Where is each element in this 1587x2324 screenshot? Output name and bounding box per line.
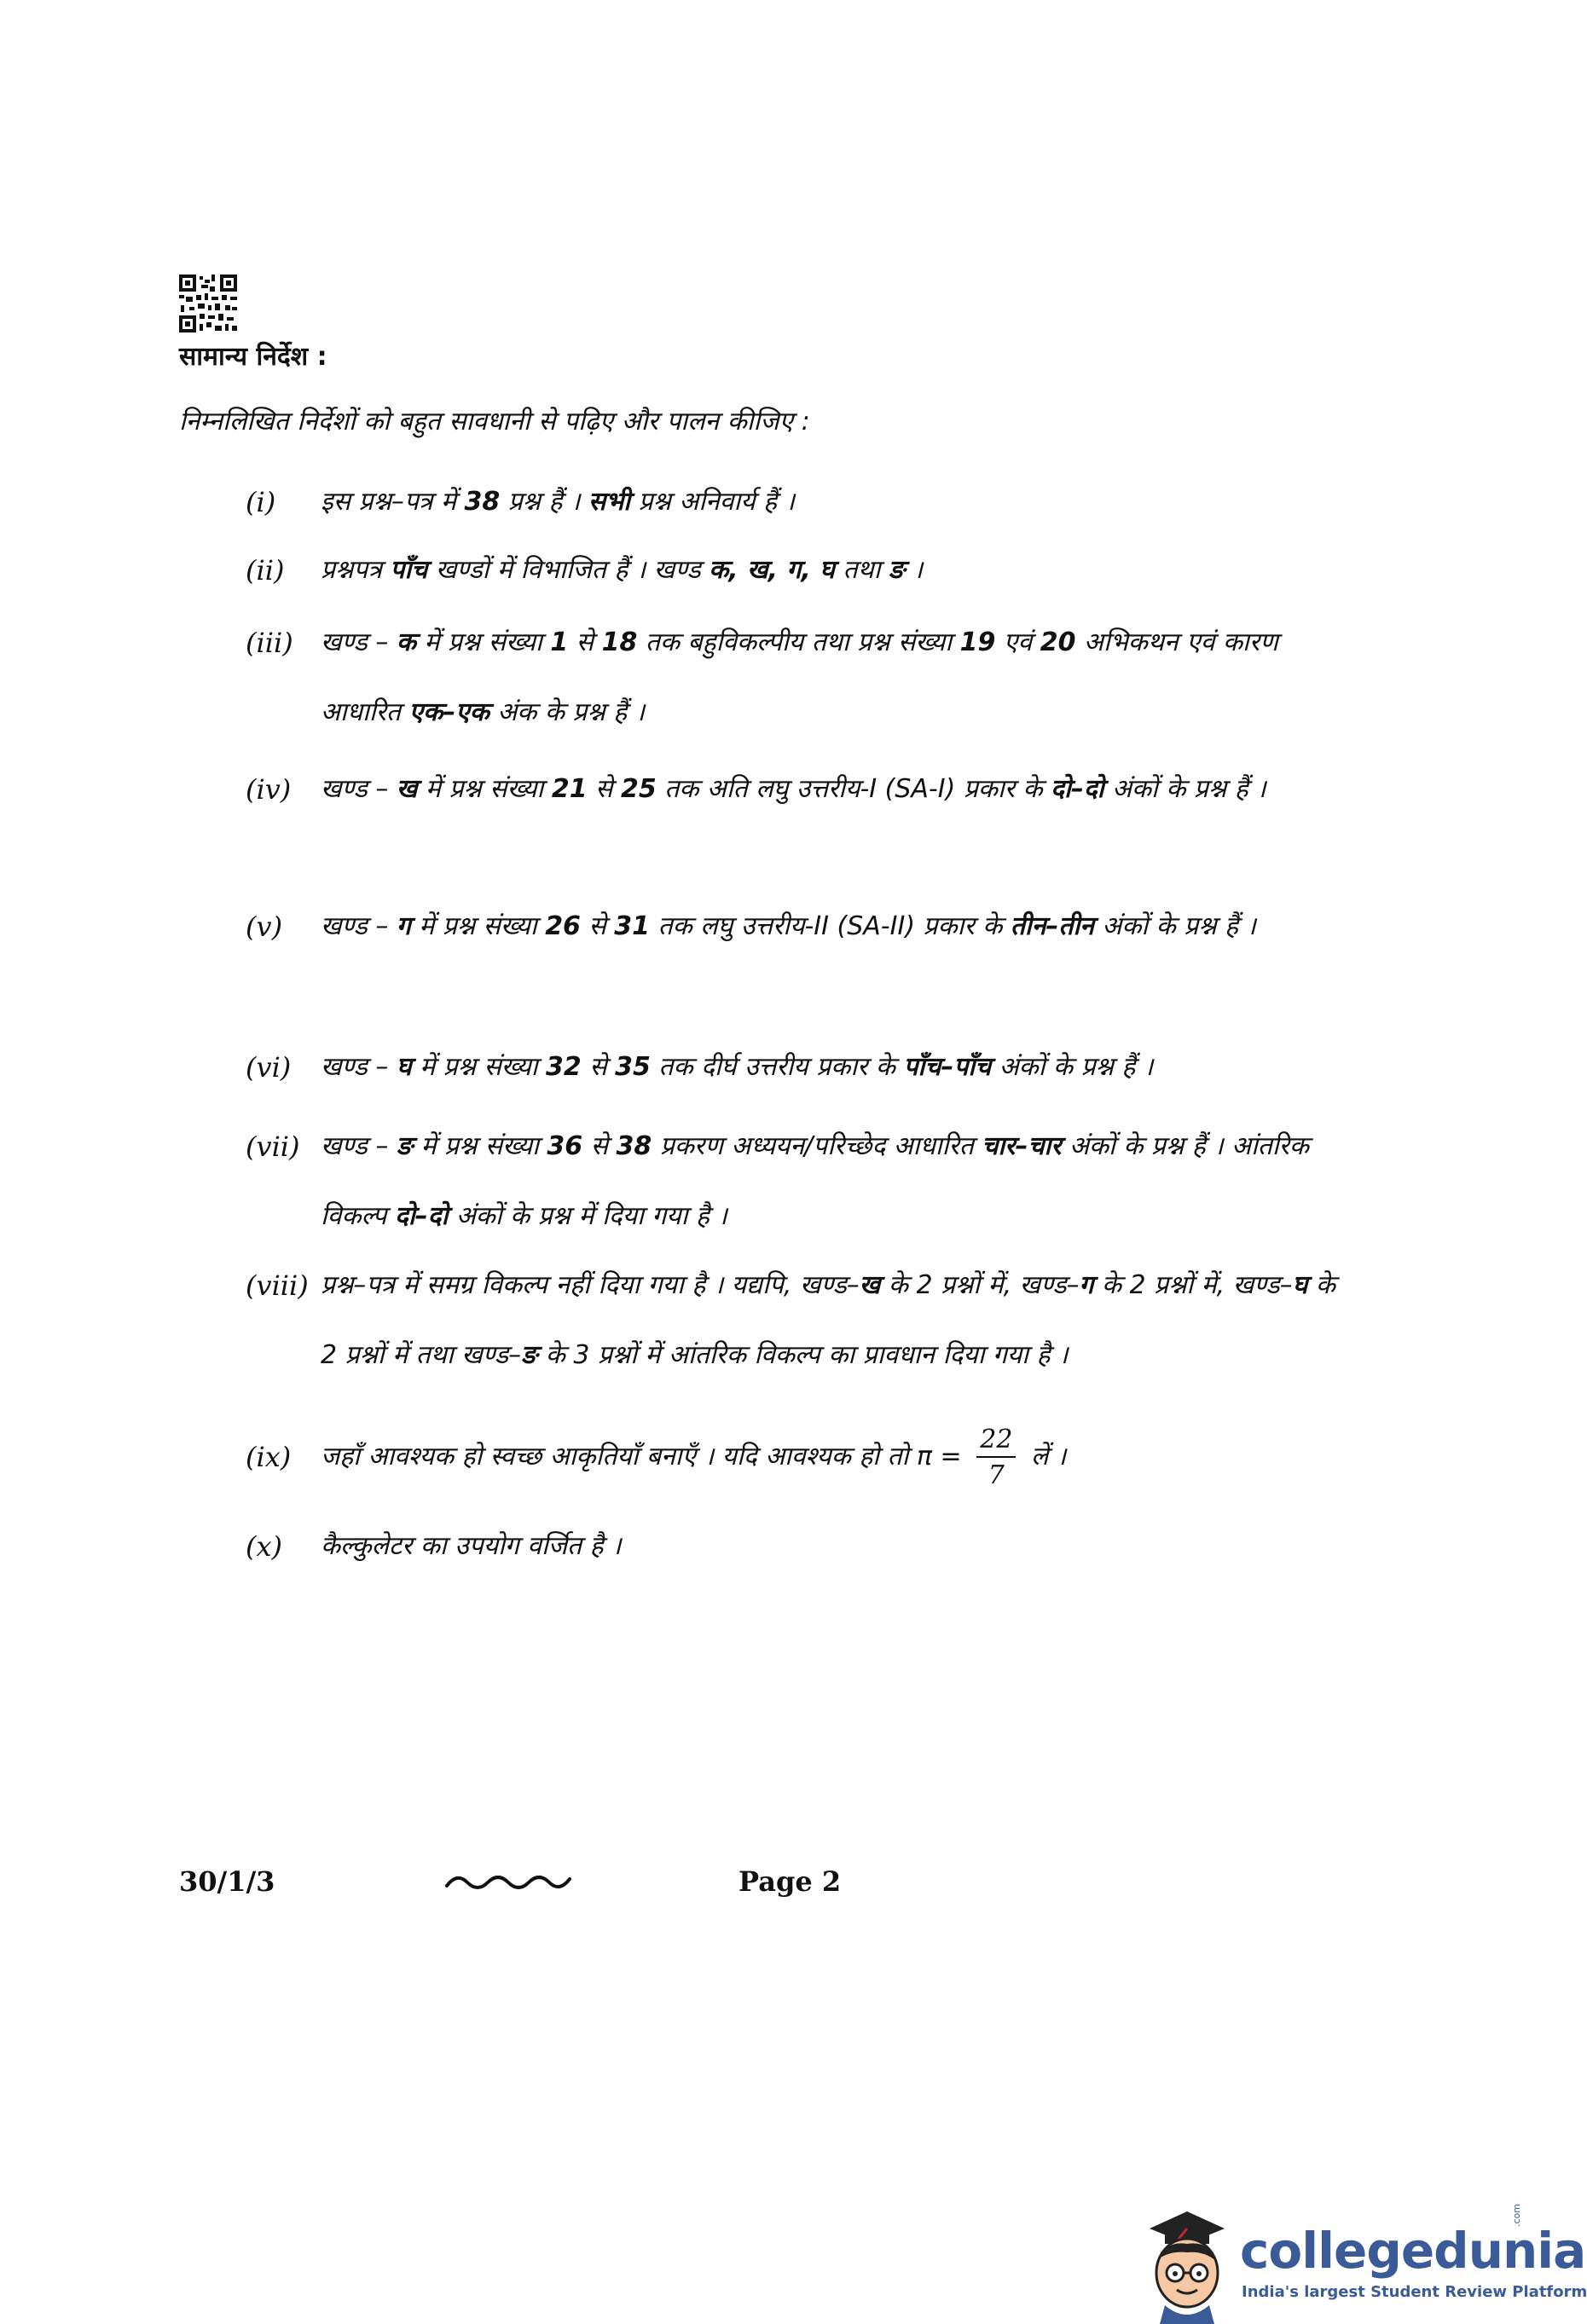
instruction-text-segment: में प्रश्न संख्या [415,627,551,657]
collegedunia-logo[interactable] [1124,2194,1587,2324]
instruction-text [321,1251,1346,1390]
instruction-text-segment: खण्ड – [321,774,397,804]
instruction-text-segment: के 3 प्रश्नों में आंतरिक विकल्प का प्रावधान दिया गया है । [537,1340,1069,1370]
page-number: Page 2 [738,1865,842,1898]
instruction-number: (x) [246,1530,283,1563]
instruction-bold-text: ग [396,911,411,941]
instruction-text-segment: के 2 प्रश्नों में तथा खण्ड– [321,1270,1335,1370]
graduate-mascot-icon [1132,2200,1235,2324]
instruction-bold-text: 20 [1040,627,1076,657]
instruction-bold-text: 26 [545,911,581,941]
instruction-text-segment: से [582,1131,617,1161]
instruction-text-segment: के 2 प्रश्नों में, खण्ड– [880,1270,1080,1300]
instruction-text-segment: खण्डों में विभाजित हैं । खण्ड [427,555,710,585]
instruction-text-segment: एवं [995,627,1040,657]
instruction-bold-text: क, ख, ग, घ [709,555,835,585]
instruction-text [321,608,1346,748]
logo-dotcom-text: .com [1511,2204,1522,2227]
instruction-text-segment: में प्रश्न संख्या [411,1052,547,1082]
instruction-text [321,1032,1346,1102]
instruction-bold-text: 18 [601,627,638,657]
instruction-text-segment: अंकों के प्रश्न हैं । [1093,911,1256,941]
instruction-item [246,1251,1346,1390]
instruction-bold-text: 38 [464,487,501,517]
instruction-bold-text: ख [396,774,418,804]
instruction-text-segment: लें । [1022,1442,1067,1471]
instruction-item [246,1512,1346,1581]
logo-tagline: India's largest Student Review Platform [1242,2283,1587,2301]
instruction-text-segment: अभिकथन एवं कारण आधारित [321,627,1278,727]
instruction-bold-text: पाँच [390,555,428,585]
instruction-text [321,892,1346,962]
instruction-text [321,535,1346,605]
logo-brand-text: collegedunia [1240,2222,1586,2280]
instruction-bold-text: दो–दो [394,1201,449,1231]
instruction-item [246,608,1346,748]
instruction-text-segment: में प्रश्न संख्या [417,774,552,804]
instruction-bold-text: 31 [614,911,651,941]
instruction-number: (i) [246,486,276,518]
instruction-text [321,467,1346,537]
instruction-item [246,535,1346,605]
instruction-bold-text: दो–दो [1051,774,1104,804]
fraction-denominator: 7 [988,1460,1005,1490]
instruction-text-segment: खण्ड – [321,911,397,941]
instruction-bold-text: 32 [546,1052,582,1082]
instruction-text-segment: प्रश्न हैं । [500,487,588,517]
instruction-text-segment: तथा [834,555,889,585]
instruction-bold-text: घ [1292,1270,1308,1300]
instruction-text-segment: प्रश्न–पत्र में समग्र विकल्प नहीं दिया गया है । यद्यपि, खण्ड– [321,1270,860,1300]
instruction-bold-text: 19 [959,627,996,657]
instruction-number: (v) [246,911,283,943]
instruction-text-segment: इस प्रश्न–पत्र में [321,487,465,517]
instruction-text [321,1112,1346,1252]
instruction-number: (ii) [246,554,285,587]
instruction-text-segment: में प्रश्न संख्या [413,1131,547,1161]
instruction-text-segment: जहाँ आवश्यक हो स्वच्छ आकृतियाँ बनाएँ । यदि आवश्यक हो तो π = [321,1442,970,1471]
instruction-bold-text: चार–चार [982,1131,1062,1161]
instruction-text-segment: कैल्कुलेटर का उपयोग वर्जित है । [321,1531,622,1561]
instruction-text-segment: से [580,911,615,941]
pi-fraction [976,1424,1016,1490]
instruction-text [321,754,1346,824]
instruction-bold-text: ङ [521,1340,538,1370]
instruction-text-segment: से [568,627,602,657]
instruction-bold-text: 38 [616,1131,652,1161]
instruction-bold-text: 1 [550,627,569,657]
tilde-ornament-icon [443,1869,580,1894]
instruction-item [246,1032,1346,1102]
instruction-text [321,1422,1346,1492]
instruction-text-segment: से [587,774,621,804]
instructions-intro: निम्नलिखित निर्देशों को बहुत सावधानी से पढ़िए और पालन कीजिए : [179,407,810,436]
general-instructions-heading: सामान्य निर्देश : [179,342,327,372]
instruction-bold-text: तीन–तीन [1010,911,1094,941]
instruction-bold-text: ख [859,1270,881,1300]
instruction-text-segment: प्रकरण अध्ययन/परिच्छेद आधारित [652,1131,982,1161]
instruction-number: (vi) [246,1051,292,1084]
instruction-text-segment: खण्ड – [321,1052,397,1082]
instruction-bold-text: ग [1079,1270,1094,1300]
instruction-text-segment: अंक के प्रश्न हैं । [489,697,646,727]
instruction-number: (vii) [246,1130,300,1163]
instruction-bold-text: क [396,627,416,657]
instruction-bold-text: एक–एक [408,697,489,727]
instruction-text-segment: अंकों के प्रश्न हैं । [1103,774,1266,804]
instruction-item [246,1112,1346,1252]
instruction-number: (viii) [246,1269,309,1302]
instruction-text-segment: अंकों के प्रश्न हैं । [991,1052,1154,1082]
instruction-text-segment: प्रश्न अनिवार्य हैं । [630,487,795,517]
instruction-text-segment: तक बहुविकल्पीय तथा प्रश्न संख्या [637,627,960,657]
instruction-text-segment: में प्रश्न संख्या [410,911,546,941]
instruction-text-segment: अंकों के प्रश्न में दिया गया है । [448,1201,727,1231]
instruction-text-segment: तक दीर्घ उत्तरीय प्रकार के [650,1052,904,1082]
instruction-bold-text: 25 [620,774,657,804]
instruction-item [246,467,1346,537]
instruction-bold-text: ङ [889,555,906,585]
instruction-text-segment: अंकों के प्रश्न हैं । आंतरिक विकल्प [321,1131,1309,1231]
qr-code-icon [179,275,237,332]
fraction-numerator: 22 [976,1427,1016,1458]
instruction-bold-text: 36 [547,1131,583,1161]
instruction-bold-text: 21 [551,774,588,804]
instruction-bold-text: पाँच–पाँच [903,1052,992,1082]
instruction-text-segment: । [905,555,924,585]
paper-code: 30/1/3 [179,1865,275,1898]
instruction-text-segment: खण्ड – [321,627,397,657]
instruction-bold-text: घ [396,1052,412,1082]
instruction-bold-text: 35 [615,1052,651,1082]
instruction-text-segment: के 2 प्रश्नों में, खण्ड– [1093,1270,1293,1300]
instruction-text-segment: तक लघु उत्तरीय-II (SA-II) प्रकार के [650,911,1011,941]
instruction-item [246,892,1346,962]
instruction-text-segment: से [581,1052,616,1082]
instruction-text-segment: प्रश्नपत्र [321,555,391,585]
instruction-text-segment: तक अति लघु उत्तरीय-I (SA-I) प्रकार के [656,774,1051,804]
instruction-number: (iv) [246,773,292,806]
instruction-number: (iii) [246,627,293,659]
instruction-number: (ix) [246,1441,292,1473]
instruction-bold-text: ङ [396,1131,414,1161]
instruction-item [246,754,1346,824]
instruction-text [321,1512,1346,1581]
instruction-item [246,1422,1346,1492]
instruction-bold-text: सभी [588,487,631,517]
instruction-text-segment: खण्ड – [321,1131,397,1161]
